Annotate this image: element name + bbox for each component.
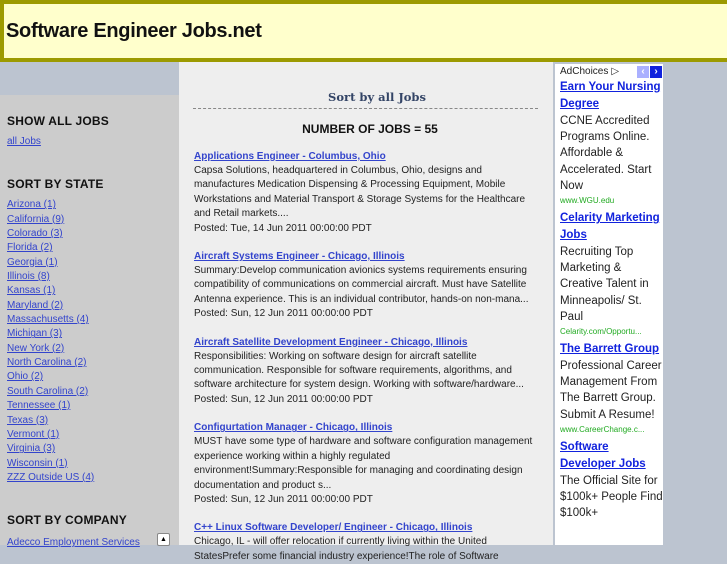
ad-panel	[555, 64, 663, 545]
job-description: Summary:Develop communication avionics systems requirements ensuring compatibility of communications on commercial aircraft. Must have Satellite Antenna experience. This is an individual contributor, hands-on non-mana...	[194, 265, 529, 305]
job-title-link[interactable]: C++ Linux Software Developer/ Engineer - Chicago, Illinois	[194, 522, 473, 534]
state-link[interactable]: North Carolina (2)	[7, 357, 87, 369]
ad-description: Recruiting Top Marketing & Creative Talent in Minneapolis/ St. Paul	[560, 246, 649, 323]
job-title-link[interactable]: Aircraft Satellite Development Engineer - Chicago, Illinois	[194, 336, 468, 348]
ad-description: Professional Career Management From The Barrett Group. Submit A Resume!	[560, 360, 662, 421]
ad-url[interactable]: Celarity.com/Opportu...	[560, 327, 642, 337]
site-title: Software Engineer Jobs.net	[6, 20, 262, 42]
sidebar	[0, 62, 179, 549]
state-list	[0, 198, 179, 485]
main-content	[179, 62, 553, 562]
state-link[interactable]: Kansas (1)	[7, 285, 56, 297]
state-link[interactable]: Maryland (2)	[7, 299, 64, 311]
job-item	[194, 150, 534, 236]
ad-item	[560, 439, 663, 522]
job-item	[194, 336, 534, 408]
ad-url[interactable]: www.CareerChange.c...	[560, 424, 645, 434]
job-item	[194, 521, 534, 564]
job-description: MUST have some type of hardware and software configuration management experience working within a highly regulated environment!Summary:Responsible for managing and coordinating design documentation and product s...	[194, 436, 533, 491]
job-item	[194, 421, 534, 507]
job-posted-date: Posted: Tue, 14 Jun 2011 00:00:00 PDT	[194, 222, 372, 234]
state-link[interactable]: New York (2)	[7, 342, 65, 354]
state-link[interactable]: Colorado (3)	[7, 228, 63, 240]
ad-item	[560, 341, 663, 436]
site-header	[0, 0, 727, 62]
job-list	[179, 150, 553, 564]
state-link[interactable]: Arizona (1)	[7, 199, 56, 211]
ad-item	[560, 79, 663, 207]
state-link[interactable]: Vermont (1)	[7, 428, 60, 440]
job-item	[194, 250, 534, 322]
prev-ad-icon[interactable]: ‹	[637, 66, 649, 78]
job-posted-date: Posted: Sun, 12 Jun 2011 00:00:00 PDT	[194, 493, 373, 505]
scroll-up-button[interactable]: ▲	[157, 533, 170, 546]
job-description: Responsibilities: Working on software design for aircraft satellite communication. Responsible for software requirements, algorithms, and software architecture for system design. Working with software/hardware...	[194, 350, 524, 391]
job-posted-date: Posted: Sun, 12 Jun 2011 00:00:00 PDT	[194, 308, 373, 320]
sidebar-band	[0, 62, 179, 95]
next-ad-icon[interactable]: ›	[650, 66, 662, 78]
ad-title-link[interactable]: The Barrett Group	[560, 343, 660, 356]
adchoices-text: AdChoices	[560, 66, 609, 77]
ad-description: CCNE Accredited Programs Online. Affordable & Accelerated. Start Now	[560, 115, 652, 192]
state-link[interactable]: Texas (3)	[7, 414, 49, 426]
ad-title-link[interactable]: Earn Your Nursing Degree	[560, 81, 661, 110]
job-title-link[interactable]: Aircraft Systems Engineer - Chicago, Illinois	[194, 251, 405, 263]
state-link[interactable]: Massachusetts (4)	[7, 314, 89, 326]
ad-title-link[interactable]: Celarity Marketing Jobs	[560, 212, 660, 242]
sort-title: Sort by all Jobs	[328, 90, 426, 104]
job-description: Capsa Solutions, headquartered in Columbus, Ohio, designs and manufactures Medication Dispensing & Processing Equipment, Mobile Workstations and Material Transport & Storage Systems for the Healthcare and Retail markets....	[194, 165, 526, 220]
job-description: Chicago, IL - will offer relocation if currently living within the United StatesPrefer some financial industry experience!The role of Software	[194, 536, 499, 562]
divider	[193, 108, 538, 109]
state-link[interactable]: Florida (2)	[7, 242, 53, 254]
ad-title-link[interactable]: Software Developer Jobs	[560, 440, 646, 470]
all-jobs-link[interactable]: all Jobs	[7, 136, 41, 147]
ad-description: The Official Site for $100k+ People Find $100k+	[560, 474, 663, 520]
sort-by-state-heading: SORT BY STATE	[7, 177, 104, 192]
state-link[interactable]: South Carolina (2)	[7, 385, 89, 397]
state-link[interactable]: Virginia (3)	[7, 443, 56, 455]
job-title-link[interactable]: Configurtation Manager - Chicago, Illinois	[194, 422, 393, 434]
show-all-heading: SHOW ALL JOBS	[7, 114, 109, 128]
job-posted-date: Posted: Sun, 12 Jun 2011 00:00:00 PDT	[194, 393, 373, 405]
state-link[interactable]: Michigan (3)	[7, 328, 63, 340]
state-link[interactable]: Tennessee (1)	[7, 400, 71, 412]
state-link[interactable]: ZZZ Outside US (4)	[7, 471, 95, 483]
ad-item	[560, 210, 663, 338]
ad-url[interactable]: www.WGU.edu	[560, 196, 615, 206]
state-link[interactable]: Wisconsin (1)	[7, 457, 68, 469]
job-title-link[interactable]: Applications Engineer - Columbus, Ohio	[194, 151, 386, 162]
state-link[interactable]: California (9)	[7, 213, 65, 225]
adchoices-icon: ▷	[611, 66, 620, 77]
ad-list	[560, 79, 663, 521]
company-link[interactable]: Adecco Employment Services	[7, 537, 140, 549]
job-count: NUMBER OF JOBS = 55	[302, 122, 438, 136]
state-link[interactable]: Ohio (2)	[7, 371, 44, 383]
state-link[interactable]: Georgia (1)	[7, 256, 58, 268]
sort-by-company-heading: SORT BY COMPANY	[7, 513, 127, 528]
state-link[interactable]: Illinois (8)	[7, 271, 50, 283]
